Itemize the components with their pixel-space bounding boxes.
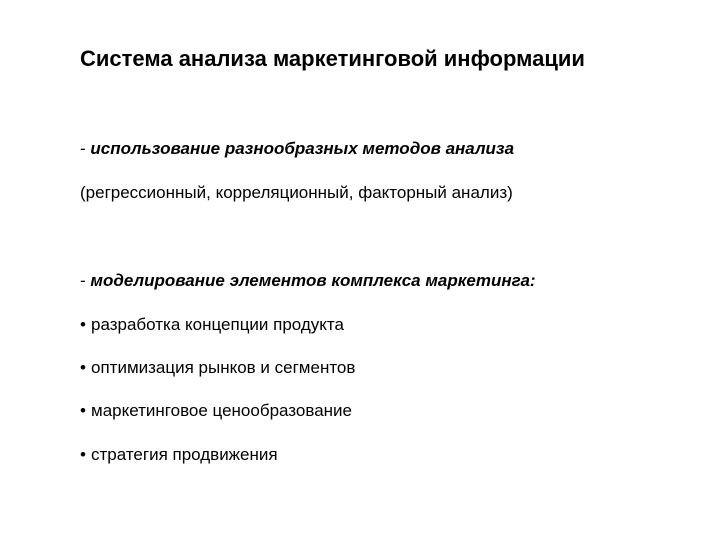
bullet-icon: • bbox=[80, 358, 86, 377]
bullet-icon: • bbox=[80, 315, 86, 334]
bullet-icon: • bbox=[80, 445, 86, 464]
method-detail: (регрессионный, корреляционный, факторный анализ) bbox=[80, 183, 513, 202]
list-item bbox=[80, 313, 344, 337]
bullet-icon: • bbox=[80, 401, 86, 420]
method-heading bbox=[80, 137, 514, 161]
list-item-text: стратегия продвижения bbox=[91, 445, 278, 464]
slide-title: Система анализа маркетинговой информации bbox=[80, 46, 585, 71]
method-heading-text: использование разнообразных методов анализа bbox=[90, 139, 515, 158]
modeling-heading bbox=[80, 269, 536, 293]
modeling-heading-text: моделирование элементов комплекса маркетинга: bbox=[90, 271, 536, 290]
list-item-text: разработка концепции продукта bbox=[91, 315, 344, 334]
list-item bbox=[80, 443, 278, 467]
list-item-text: маркетинговое ценообразование bbox=[91, 401, 352, 420]
list-item bbox=[80, 356, 355, 380]
dash-marker: - bbox=[80, 271, 91, 290]
dash-marker: - bbox=[80, 139, 91, 158]
list-item bbox=[80, 399, 352, 423]
list-item-text: оптимизация рынков и сегментов bbox=[91, 358, 356, 377]
